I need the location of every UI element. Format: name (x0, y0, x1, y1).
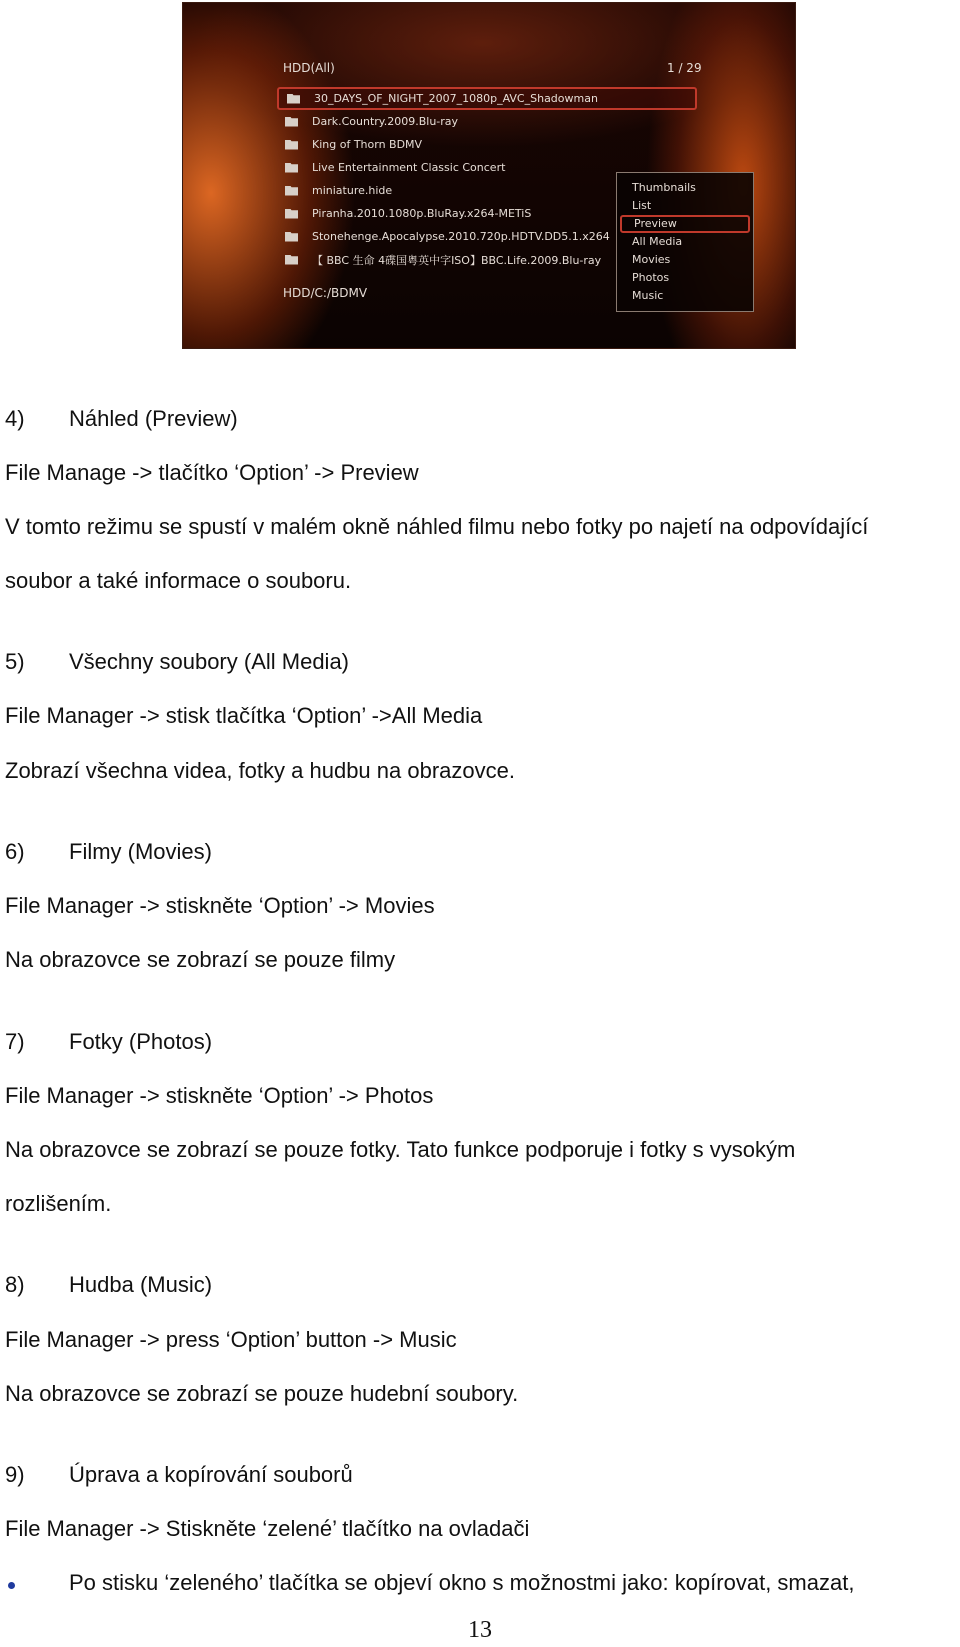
folder-icon (287, 94, 300, 104)
menu-path: File Manager -> stisk tlačítka ‘Option’ ->All Media (5, 703, 483, 728)
menu-path: File Manager -> stiskněte ‘Option’ -> Movies (5, 893, 435, 918)
section-title: Hudba (Music) (69, 1272, 213, 1297)
file-name: 30_DAYS_OF_NIGHT_2007_1080p_AVC_Shadowman (314, 92, 598, 105)
paragraph-line: Na obrazovce se zobrazí se pouze fotky. Tato funkce podporuje i fotky s vysokým (5, 1137, 796, 1162)
bullet-item: Po stisku ‘zeleného’ tlačítka se objeví okno s možnostmi jako: kopírovat, smazat, (69, 1570, 855, 1595)
folder-icon (285, 117, 298, 127)
paragraph-line: Na obrazovce se zobrazí se pouze filmy (5, 947, 396, 972)
section-heading (5, 1029, 212, 1055)
section-title: Fotky (Photos) (69, 1029, 213, 1054)
section-heading (5, 1462, 353, 1488)
menu-item-music[interactable]: Music (632, 289, 664, 302)
section-number: 4) (5, 406, 25, 431)
file-name: Piranha.2010.1080p.BluRay.x264-METiS (312, 207, 532, 220)
page-counter: 1 / 29 (667, 61, 702, 75)
section-number: 9) (5, 1462, 25, 1487)
file-row[interactable] (277, 110, 637, 133)
file-row[interactable] (277, 248, 637, 271)
paragraph-line: rozlišením. (5, 1191, 112, 1216)
file-name: Live Entertainment Classic Concert (312, 161, 506, 174)
section-number: 8) (5, 1272, 25, 1297)
section-heading (5, 1272, 212, 1298)
section-number: 5) (5, 649, 25, 674)
folder-icon (285, 209, 298, 219)
menu-path: File Manager -> press ‘Option’ button -> Music (5, 1327, 457, 1352)
paragraph-line: V tomto režimu se spustí v malém okně náhled filmu nebo fotky po najetí na odpovídající (5, 514, 869, 539)
file-row[interactable] (277, 156, 637, 179)
menu-item-list[interactable]: List (632, 199, 652, 212)
menu-item-photos[interactable]: Photos (632, 271, 670, 284)
menu-item-preview[interactable]: Preview (620, 215, 750, 233)
file-name: miniature.hide (312, 184, 393, 197)
menu-item-thumbnails[interactable]: Thumbnails (632, 181, 696, 194)
section-number: 7) (5, 1029, 25, 1054)
folder-icon (285, 140, 298, 150)
section-number: 6) (5, 839, 25, 864)
file-row[interactable] (277, 225, 637, 248)
file-name: 【 BBC 生命 4碟国粤英中字ISO】BBC.Life.2009.Blu-ray (312, 253, 602, 267)
current-path: HDD/C:/BDMV (283, 286, 368, 300)
page-number: 13 (468, 1617, 492, 1643)
file-row[interactable] (277, 133, 637, 156)
file-name: Dark.Country.2009.Blu-ray (312, 115, 459, 128)
section-title: Všechny soubory (All Media) (69, 649, 350, 674)
option-menu (616, 172, 754, 312)
file-name: Stonehenge.Apocalypse.2010.720p.HDTV.DD5.1.x264 (312, 230, 610, 243)
menu-path: File Manager -> stiskněte ‘Option’ -> Photos (5, 1083, 434, 1108)
section-heading (5, 649, 349, 675)
menu-item-movies[interactable]: Movies (632, 253, 671, 266)
section-title: Úprava a kopírování souborů (69, 1462, 353, 1487)
menu-path: File Manage -> tlačítko ‘Option’ -> Preview (5, 460, 419, 485)
paragraph-line: soubor a také informace o souboru. (5, 568, 352, 593)
section-heading (5, 839, 212, 865)
file-row[interactable] (277, 202, 637, 225)
file-name: King of Thorn BDMV (312, 138, 423, 151)
menu-item-all-media[interactable]: All Media (632, 235, 683, 248)
section-heading (5, 406, 238, 432)
bullet-icon (8, 1582, 15, 1589)
location-label: HDD(All) (283, 61, 335, 75)
paragraph-line: Zobrazí všechna videa, fotky a hudbu na obrazovce. (5, 758, 515, 783)
folder-icon (285, 232, 298, 242)
folder-icon (285, 186, 298, 196)
file-manager-screenshot (182, 2, 796, 349)
file-row[interactable] (277, 179, 637, 202)
folder-icon (285, 163, 298, 173)
section-title: Náhled (Preview) (69, 406, 238, 431)
file-list (277, 87, 637, 271)
menu-path: File Manager -> Stiskněte ‘zelené’ tlačítko na ovladači (5, 1516, 530, 1541)
folder-icon (285, 255, 298, 265)
section-title: Filmy (Movies) (69, 839, 212, 864)
paragraph-line: Na obrazovce se zobrazí se pouze hudební soubory. (5, 1381, 519, 1406)
file-row[interactable] (277, 87, 697, 110)
